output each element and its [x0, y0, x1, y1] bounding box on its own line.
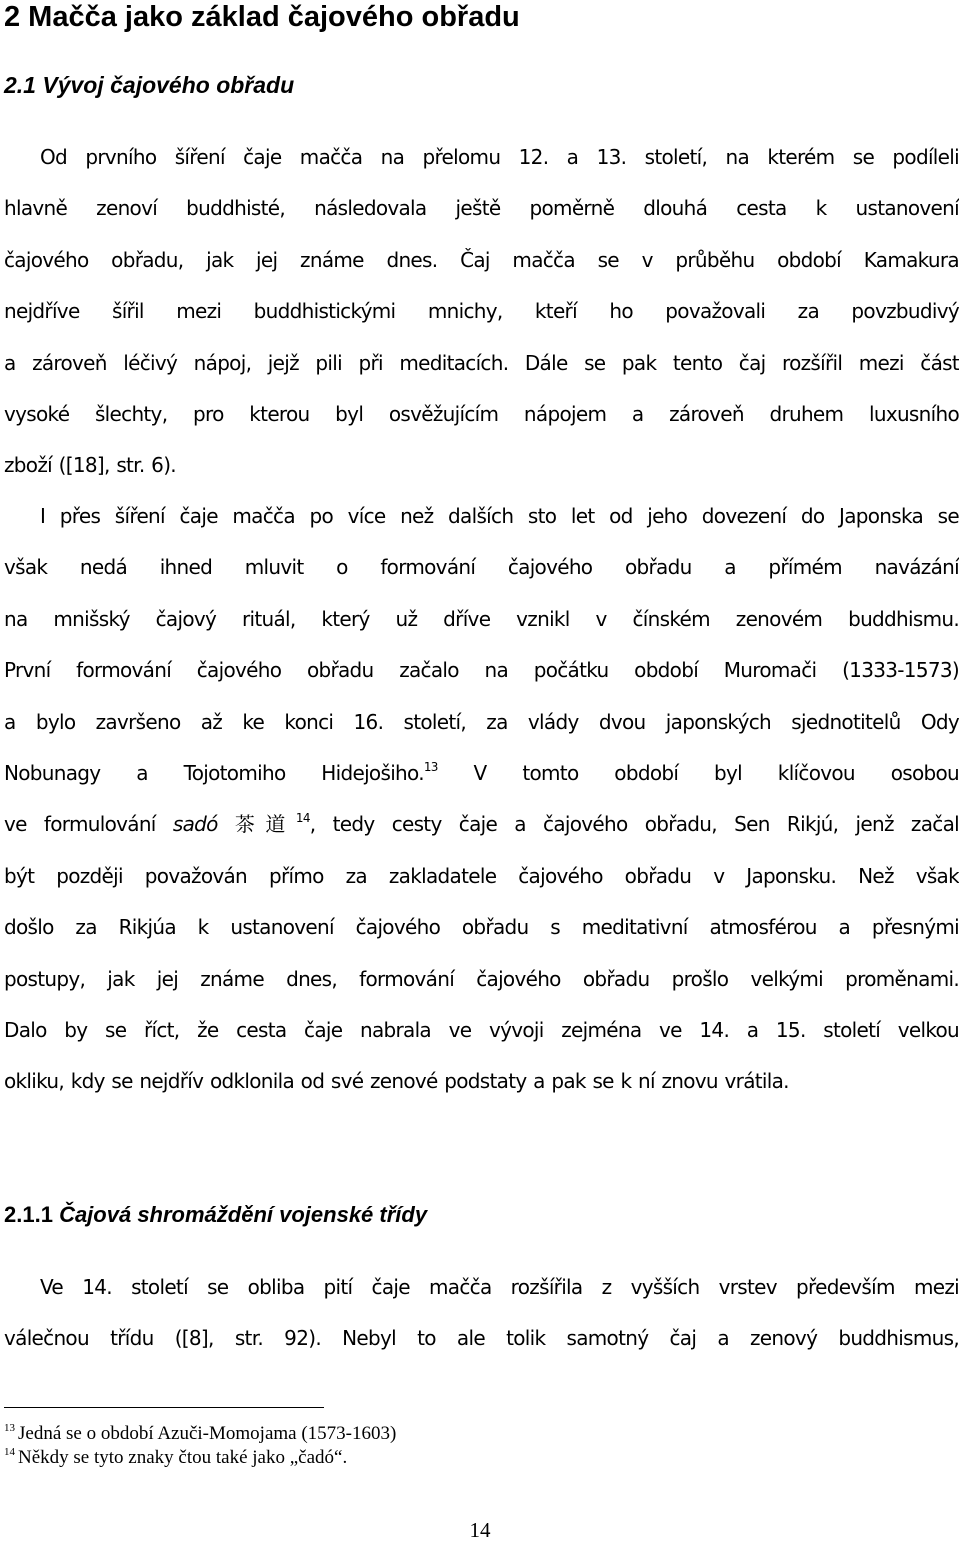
footnote-number: 14: [4, 1446, 15, 1458]
paragraph-line: válečnou třídu ([8], str. 92). Nebyl to ale tolik samotný čaj a zenový buddhismus,: [4, 1326, 959, 1351]
paragraph-line: Od prvního šíření čaje mačča na přelomu 12. a 13. století, na kterém se podíleli: [40, 145, 959, 169]
paragraph-line: však nedá ihned mluvit o formování čajového obřadu a přímém navázání: [4, 555, 959, 580]
paragraph-line: hlavně zenoví buddhisté, následovala ještě poměrně dlouhá cesta k ustanovení: [4, 196, 959, 221]
paragraph-line: nejdříve šířil mezi buddhistickými mnichy, kteří ho považovali za povzbudivý: [4, 299, 959, 324]
page-number: 14: [469, 1518, 491, 1542]
paragraph-line: vysoké šlechty, pro kterou byl osvěžujícím nápojem a zároveň druhem luxusního: [4, 401, 959, 426]
paragraph-line: postupy, jak jej známe dnes, formování čajového obřadu prošlo velkými proměnami.: [4, 966, 959, 991]
paragraph-line: čajového obřadu, jak jej známe dnes. Čaj mačča se v průběhu období Kamakura: [4, 247, 959, 272]
subsection-title: Čajová shromáždění vojenské třídy: [59, 1202, 428, 1227]
line-text: , tedy cesty čaje a čajového obřadu, Sen Rikjú, jenž začal: [309, 812, 959, 837]
footnote-ref-14[interactable]: 14: [295, 811, 310, 826]
subsection-heading: [4, 1200, 427, 1230]
footnote-number: 13: [4, 1422, 15, 1434]
footnote-ref-13[interactable]: 13: [423, 759, 438, 774]
line-text: ve formulování: [4, 812, 173, 837]
footnotes: [4, 1422, 904, 1470]
footnote-13: [4, 1422, 904, 1446]
line-text: V tomto období byl klíčovou osobou: [437, 760, 959, 785]
paragraph-line: a zároveň léčivý nápoj, jejž pili při meditacích. Dále se pak tento čaj rozšířil mezi část: [4, 350, 959, 375]
paragraph-line: být později považován přímo za zakladatele čajového obřadu v Japonsku. Než však: [4, 863, 959, 888]
footnote-text: Jedná se o období Azuči-Momojama (1573-1603): [18, 1423, 397, 1444]
subsection-number: 2.1.1: [4, 1202, 53, 1227]
footnote-14: [4, 1446, 904, 1470]
chapter-heading: 2 Mačča jako základ čajového obřadu: [4, 1, 520, 33]
footnote-divider: [4, 1407, 324, 1408]
paragraph-line: došlo za Rikjúa k ustanovení čajového obřadu s meditativní atmosférou a přesnými: [4, 915, 959, 940]
term-sado: sadó: [172, 812, 218, 837]
paragraph-line: [4, 799, 959, 850]
paragraph-line: I přes šíření čaje mačča po více než dalších sto let od jeho dovezení do Japonska se: [40, 504, 959, 528]
paragraph-line: okliku, kdy se nejdřív odklonila od své zenové podstaty a pak se k ní znovu vrátila.: [4, 1069, 789, 1094]
paragraph-line: Ve 14. století se obliba pití čaje mačča rozšířila z vyšších vrstev především mezi: [40, 1275, 959, 1299]
line-text: Nobunagy a Tojotomiho Hidejošiho.: [4, 760, 424, 785]
paragraph-line: Dalo by se říct, že cesta čaje nabrala ve vývoji zejména ve 14. a 15. století velkou: [4, 1017, 959, 1042]
section-heading: 2.1 Vývoj čajového obřadu: [4, 72, 295, 98]
paragraph-line: První formování čajového obřadu začalo na počátku období Muromači (1333-1573): [4, 658, 959, 683]
paragraph-3: [4, 1262, 959, 1365]
footnote-text: Někdy se tyto znaky čtou také jako „čadó“.: [18, 1447, 348, 1468]
paragraph-line: na mnišský čajový rituál, který už dříve vznikl v čínském zenovém buddhismu.: [4, 606, 959, 631]
paragraph-line: [4, 748, 959, 799]
paragraph-line: a bylo završeno až ke konci 16. století, za vlády dvou japonských sjednotitelů Ody: [4, 709, 959, 734]
cjk-term: 茶道: [234, 812, 296, 837]
paragraph-line: zboží ([18], str. 6).: [4, 453, 176, 478]
paragraph-2: [4, 491, 959, 1108]
paragraph-1: [4, 132, 959, 492]
